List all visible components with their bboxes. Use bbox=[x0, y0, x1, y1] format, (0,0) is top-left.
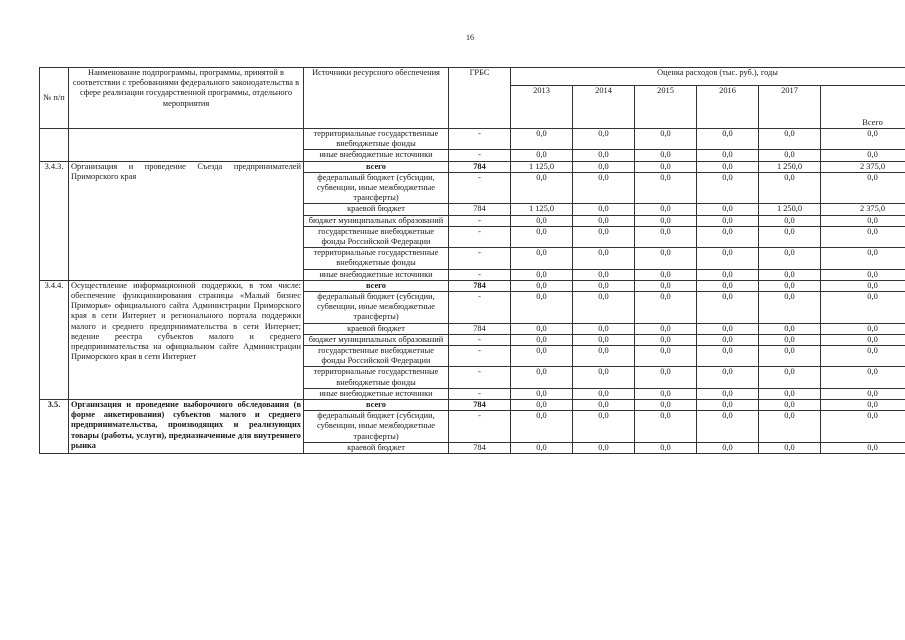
grbs-code: - bbox=[449, 334, 511, 345]
year-value: 0,0 bbox=[635, 388, 697, 399]
header-year: 2013 bbox=[511, 86, 573, 129]
year-value: 0,0 bbox=[759, 292, 821, 324]
grbs-code: 784 bbox=[449, 400, 511, 411]
funding-source: федеральный бюджет (субсидии, субвенции, иные межбюджетные трансферты) bbox=[304, 292, 449, 324]
header-estimate: Оценка расходов (тыс. руб.), годы bbox=[511, 68, 905, 86]
total-value: 2 375,0 bbox=[821, 204, 905, 215]
grbs-code: 784 bbox=[449, 280, 511, 291]
funding-source: бюджет муниципальных образований bbox=[304, 334, 449, 345]
header-year: 2016 bbox=[697, 86, 759, 129]
year-value: 0,0 bbox=[697, 334, 759, 345]
year-value: 0,0 bbox=[573, 388, 635, 399]
year-value: 0,0 bbox=[635, 411, 697, 443]
funding-source: государственные внебюджетные фонды Российской Федерации bbox=[304, 346, 449, 367]
year-value: 0,0 bbox=[759, 323, 821, 334]
year-value: 0,0 bbox=[697, 367, 759, 388]
year-value: 0,0 bbox=[759, 346, 821, 367]
year-value: 0,0 bbox=[511, 226, 573, 247]
grbs-code: - bbox=[449, 388, 511, 399]
year-value: 0,0 bbox=[573, 442, 635, 453]
header-grbs: ГРБС bbox=[449, 68, 511, 129]
grbs-code: 784 bbox=[449, 204, 511, 215]
header-source: Источники ресурсного обеспечения bbox=[304, 68, 449, 129]
year-value: 0,0 bbox=[759, 367, 821, 388]
total-value: 2 375,0 bbox=[821, 161, 905, 172]
year-value: 0,0 bbox=[635, 161, 697, 172]
year-value: 0,0 bbox=[697, 269, 759, 280]
funding-source: федеральный бюджет (субсидии, субвенции, иные межбюджетные трансферты) bbox=[304, 411, 449, 443]
funding-source: государственные внебюджетные фонды Российской Федерации bbox=[304, 226, 449, 247]
total-value: 0,0 bbox=[821, 226, 905, 247]
year-value: 0,0 bbox=[635, 292, 697, 324]
funding-source: краевой бюджет bbox=[304, 442, 449, 453]
year-value: 0,0 bbox=[697, 172, 759, 204]
year-value: 0,0 bbox=[635, 226, 697, 247]
page-number: 16 bbox=[466, 33, 474, 42]
measure-name: Организация и проведение Съезда предпринимателей Приморского края bbox=[69, 161, 304, 280]
year-value: 0,0 bbox=[511, 346, 573, 367]
year-value: 0,0 bbox=[511, 292, 573, 324]
year-value: 0,0 bbox=[573, 204, 635, 215]
year-value: 0,0 bbox=[759, 129, 821, 150]
row-number: 3.4.3. bbox=[40, 161, 69, 280]
funding-source: краевой бюджет bbox=[304, 204, 449, 215]
table-row bbox=[40, 400, 905, 411]
measure-name: Организация и проведение выборочного обследования (в форме анкетирования) субъектов малого и среднего предпринимательства, производящих и реализующих товары (работы, услуги), предназначенные для внутреннего рынка bbox=[69, 400, 304, 454]
funding-source: территориальные государственные внебюджетные фонды bbox=[304, 367, 449, 388]
year-value: 0,0 bbox=[635, 334, 697, 345]
total-value: 0,0 bbox=[821, 400, 905, 411]
funding-source: территориальные государственные внебюджетные фонды bbox=[304, 248, 449, 269]
grbs-code: - bbox=[449, 150, 511, 161]
grbs-code: 784 bbox=[449, 161, 511, 172]
year-value: 1 125,0 bbox=[511, 161, 573, 172]
year-value: 0,0 bbox=[635, 204, 697, 215]
year-value: 0,0 bbox=[635, 150, 697, 161]
year-value: 0,0 bbox=[511, 411, 573, 443]
funding-source: иные внебюджетные источники bbox=[304, 269, 449, 280]
funding-source: всего bbox=[304, 161, 449, 172]
grbs-code: - bbox=[449, 411, 511, 443]
funding-source: территориальные государственные внебюджетные фонды bbox=[304, 129, 449, 150]
row-number bbox=[40, 129, 69, 162]
row-number: 3.4.4. bbox=[40, 280, 69, 399]
year-value: 0,0 bbox=[635, 269, 697, 280]
total-value: 0,0 bbox=[821, 388, 905, 399]
year-value: 0,0 bbox=[573, 367, 635, 388]
grbs-code: - bbox=[449, 226, 511, 247]
year-value: 0,0 bbox=[635, 442, 697, 453]
year-value: 0,0 bbox=[697, 150, 759, 161]
grbs-code: - bbox=[449, 269, 511, 280]
year-value: 0,0 bbox=[759, 269, 821, 280]
header-num: № п/п bbox=[40, 68, 69, 129]
year-value: 0,0 bbox=[697, 388, 759, 399]
year-value: 0,0 bbox=[635, 400, 697, 411]
year-value: 0,0 bbox=[759, 280, 821, 291]
table-header bbox=[40, 68, 905, 129]
year-value: 0,0 bbox=[511, 129, 573, 150]
year-value: 0,0 bbox=[759, 226, 821, 247]
year-value: 0,0 bbox=[697, 226, 759, 247]
funding-source: федеральный бюджет (субсидии, субвенции, иные межбюджетные трансферты) bbox=[304, 172, 449, 204]
grbs-code: - bbox=[449, 292, 511, 324]
year-value: 0,0 bbox=[697, 292, 759, 324]
year-value: 1 250,0 bbox=[759, 161, 821, 172]
year-value: 0,0 bbox=[635, 129, 697, 150]
grbs-code: - bbox=[449, 367, 511, 388]
year-value: 0,0 bbox=[635, 172, 697, 204]
total-value: 0,0 bbox=[821, 367, 905, 388]
year-value: 0,0 bbox=[759, 150, 821, 161]
year-value: 0,0 bbox=[511, 215, 573, 226]
year-value: 0,0 bbox=[511, 323, 573, 334]
year-value: 0,0 bbox=[759, 172, 821, 204]
measure-name: Осуществление информационной поддержки, в том числе: обеспечение функционирования страницы «Малый бизнес Приморья» официального сайта Администрации Приморского края в сети Интернет и регионального портала поддержки малого и среднего предпринимательства в сети Интернет; ведение реестра субъектов малого и среднего предпринимательства на официальном сайте Администрации Приморского края в сети Интернет bbox=[69, 280, 304, 399]
year-value: 0,0 bbox=[573, 400, 635, 411]
year-value: 0,0 bbox=[635, 346, 697, 367]
total-value: 0,0 bbox=[821, 172, 905, 204]
total-value: 0,0 bbox=[821, 150, 905, 161]
funding-source: иные внебюджетные источники bbox=[304, 150, 449, 161]
grbs-code: - bbox=[449, 346, 511, 367]
year-value: 0,0 bbox=[697, 323, 759, 334]
total-value: 0,0 bbox=[821, 280, 905, 291]
year-value: 0,0 bbox=[635, 248, 697, 269]
year-value: 0,0 bbox=[573, 129, 635, 150]
year-value: 0,0 bbox=[511, 172, 573, 204]
year-value: 0,0 bbox=[697, 129, 759, 150]
year-value: 0,0 bbox=[697, 411, 759, 443]
grbs-code: - bbox=[449, 172, 511, 204]
year-value: 0,0 bbox=[759, 248, 821, 269]
table-row bbox=[40, 161, 905, 172]
funding-source: всего bbox=[304, 280, 449, 291]
year-value: 0,0 bbox=[697, 161, 759, 172]
grbs-code: 784 bbox=[449, 323, 511, 334]
year-value: 0,0 bbox=[573, 334, 635, 345]
header-year: 2017 bbox=[759, 86, 821, 129]
total-value: 0,0 bbox=[821, 442, 905, 453]
year-value: 0,0 bbox=[511, 150, 573, 161]
total-value: 0,0 bbox=[821, 334, 905, 345]
year-value: 0,0 bbox=[573, 292, 635, 324]
grbs-code: 784 bbox=[449, 442, 511, 453]
year-value: 0,0 bbox=[573, 346, 635, 367]
year-value: 0,0 bbox=[511, 400, 573, 411]
year-value: 0,0 bbox=[511, 269, 573, 280]
year-value: 0,0 bbox=[635, 280, 697, 291]
grbs-code: - bbox=[449, 215, 511, 226]
header-total: Всего bbox=[821, 86, 905, 129]
total-value: 0,0 bbox=[821, 269, 905, 280]
year-value: 0,0 bbox=[759, 411, 821, 443]
year-value: 0,0 bbox=[511, 334, 573, 345]
year-value: 0,0 bbox=[573, 280, 635, 291]
total-value: 0,0 bbox=[821, 248, 905, 269]
funding-source: иные внебюджетные источники bbox=[304, 388, 449, 399]
total-value: 0,0 bbox=[821, 129, 905, 150]
header-name: Наименование подпрограммы, программы, принятой в соответствии с требованиями федерального законодательства в сфере реализации государственной программы, отдельного мероприятия bbox=[69, 68, 304, 129]
measure-name bbox=[69, 129, 304, 162]
year-value: 0,0 bbox=[759, 334, 821, 345]
year-value: 0,0 bbox=[635, 215, 697, 226]
year-value: 0,0 bbox=[511, 248, 573, 269]
grbs-code: - bbox=[449, 129, 511, 150]
total-value: 0,0 bbox=[821, 323, 905, 334]
year-value: 1 250,0 bbox=[759, 204, 821, 215]
year-value: 0,0 bbox=[573, 323, 635, 334]
year-value: 0,0 bbox=[759, 400, 821, 411]
header-year: 2015 bbox=[635, 86, 697, 129]
year-value: 0,0 bbox=[635, 323, 697, 334]
year-value: 0,0 bbox=[759, 442, 821, 453]
year-value: 0,0 bbox=[573, 269, 635, 280]
year-value: 0,0 bbox=[697, 346, 759, 367]
year-value: 0,0 bbox=[697, 204, 759, 215]
year-value: 0,0 bbox=[635, 367, 697, 388]
funding-source: краевой бюджет bbox=[304, 323, 449, 334]
year-value: 0,0 bbox=[573, 248, 635, 269]
budget-table bbox=[39, 67, 905, 454]
year-value: 0,0 bbox=[511, 442, 573, 453]
table-row bbox=[40, 280, 905, 291]
year-value: 0,0 bbox=[697, 280, 759, 291]
year-value: 0,0 bbox=[511, 388, 573, 399]
year-value: 0,0 bbox=[759, 215, 821, 226]
year-value: 0,0 bbox=[697, 215, 759, 226]
year-value: 0,0 bbox=[511, 367, 573, 388]
year-value: 0,0 bbox=[573, 150, 635, 161]
total-value: 0,0 bbox=[821, 346, 905, 367]
year-value: 0,0 bbox=[573, 172, 635, 204]
funding-source: бюджет муниципальных образований bbox=[304, 215, 449, 226]
grbs-code: - bbox=[449, 248, 511, 269]
year-value: 0,0 bbox=[697, 248, 759, 269]
funding-source: всего bbox=[304, 400, 449, 411]
year-value: 0,0 bbox=[573, 411, 635, 443]
table-row bbox=[40, 129, 905, 150]
year-value: 1 125,0 bbox=[511, 204, 573, 215]
total-value: 0,0 bbox=[821, 215, 905, 226]
total-value: 0,0 bbox=[821, 411, 905, 443]
row-number: 3.5. bbox=[40, 400, 69, 454]
header-year: 2014 bbox=[573, 86, 635, 129]
year-value: 0,0 bbox=[759, 388, 821, 399]
year-value: 0,0 bbox=[511, 280, 573, 291]
year-value: 0,0 bbox=[697, 442, 759, 453]
year-value: 0,0 bbox=[573, 226, 635, 247]
year-value: 0,0 bbox=[573, 161, 635, 172]
total-value: 0,0 bbox=[821, 292, 905, 324]
table-body bbox=[40, 129, 905, 454]
year-value: 0,0 bbox=[697, 400, 759, 411]
year-value: 0,0 bbox=[573, 215, 635, 226]
